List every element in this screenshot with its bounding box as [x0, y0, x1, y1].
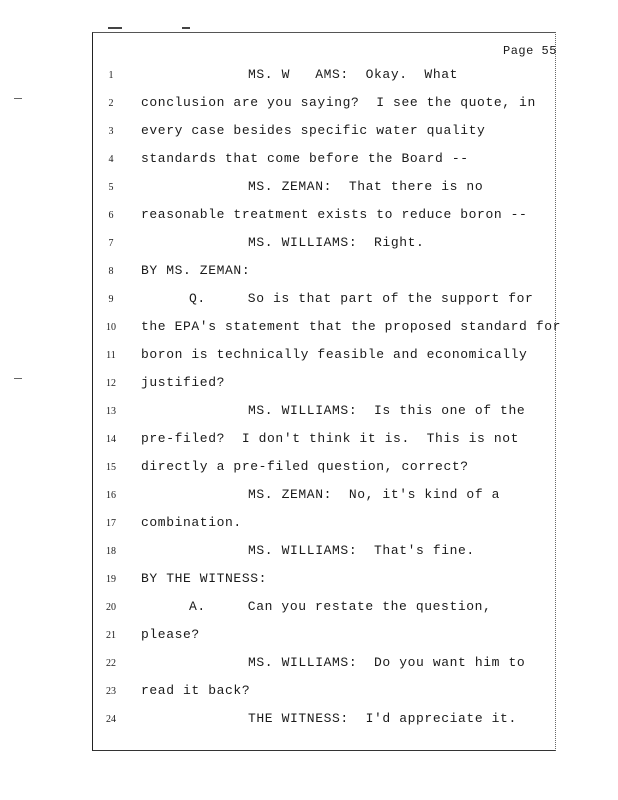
scan-mark — [182, 27, 190, 29]
line-number: 22 — [106, 658, 116, 669]
line-text: BY THE WITNESS: — [141, 571, 268, 586]
line-text: MS. WILLIAMS: Is this one of the — [248, 403, 526, 418]
transcript-line — [0, 95, 618, 115]
line-text: MS. WILLIAMS: That's fine. — [248, 543, 475, 558]
transcript-line — [0, 487, 618, 507]
line-text: MS. ZEMAN: That there is no — [248, 179, 484, 194]
line-text: Q. So is that part of the support for — [189, 291, 534, 306]
transcript-line — [0, 151, 618, 171]
transcript-line — [0, 403, 618, 423]
transcript-line — [0, 711, 618, 731]
transcript-line — [0, 207, 618, 227]
transcript-line — [0, 571, 618, 591]
line-text: the EPA's statement that the proposed standard for — [141, 319, 562, 334]
line-number: 5 — [108, 182, 114, 193]
transcript-line — [0, 543, 618, 563]
line-number: 24 — [106, 714, 116, 725]
transcript-line — [0, 319, 618, 339]
line-text: MS. ZEMAN: No, it's kind of a — [248, 487, 501, 502]
line-text: combination. — [141, 515, 242, 530]
line-number: 19 — [106, 574, 116, 585]
transcript-line — [0, 123, 618, 143]
line-text: reasonable treatment exists to reduce boron -- — [141, 207, 528, 222]
line-number: 3 — [108, 126, 114, 137]
scan-mark — [108, 27, 122, 29]
transcript-line — [0, 515, 618, 535]
line-number: 7 — [108, 238, 114, 249]
line-number: 9 — [108, 294, 114, 305]
line-text: every case besides specific water quality — [141, 123, 486, 138]
line-text: pre-filed? I don't think it is. This is not — [141, 431, 520, 446]
transcript-line — [0, 683, 618, 703]
transcript-line — [0, 263, 618, 283]
line-text: MS. WILLIAMS: Do you want him to — [248, 655, 526, 670]
transcript-line — [0, 459, 618, 479]
line-number: 16 — [106, 490, 116, 501]
transcript-line — [0, 599, 618, 619]
line-number: 6 — [108, 210, 114, 221]
line-number: 10 — [106, 322, 116, 333]
transcript-line — [0, 179, 618, 199]
line-text: conclusion are you saying? I see the quote, in — [141, 95, 536, 110]
line-number: 21 — [106, 630, 116, 641]
line-text: A. Can you restate the question, — [189, 599, 492, 614]
line-number: 14 — [106, 434, 116, 445]
line-number: 8 — [108, 266, 114, 277]
line-text: standards that come before the Board -- — [141, 151, 469, 166]
line-number: 18 — [106, 546, 116, 557]
line-text: MS. W AMS: Okay. What — [248, 67, 459, 82]
transcript-line — [0, 291, 618, 311]
line-text: read it back? — [141, 683, 251, 698]
transcript-line — [0, 655, 618, 675]
line-text: BY MS. ZEMAN: — [141, 263, 251, 278]
line-text: boron is technically feasible and economically — [141, 347, 528, 362]
transcript-line — [0, 67, 618, 87]
line-text: THE WITNESS: I'd appreciate it. — [248, 711, 517, 726]
transcript-line — [0, 431, 618, 451]
line-number: 4 — [108, 154, 114, 165]
transcript-line — [0, 375, 618, 395]
transcript-line — [0, 347, 618, 367]
transcript-line — [0, 235, 618, 255]
line-number: 23 — [106, 686, 116, 697]
line-number: 12 — [106, 378, 116, 389]
line-text: MS. WILLIAMS: Right. — [248, 235, 425, 250]
line-number: 13 — [106, 406, 116, 417]
line-number: 20 — [106, 602, 116, 613]
line-text: please? — [141, 627, 200, 642]
line-number: 17 — [106, 518, 116, 529]
page-number: Page 55 — [503, 44, 557, 58]
transcript-line — [0, 627, 618, 647]
line-number: 11 — [106, 350, 116, 361]
line-text: directly a pre-filed question, correct? — [141, 459, 469, 474]
line-number: 15 — [106, 462, 116, 473]
line-text: justified? — [141, 375, 226, 390]
line-number: 2 — [108, 98, 114, 109]
line-number: 1 — [108, 70, 114, 81]
